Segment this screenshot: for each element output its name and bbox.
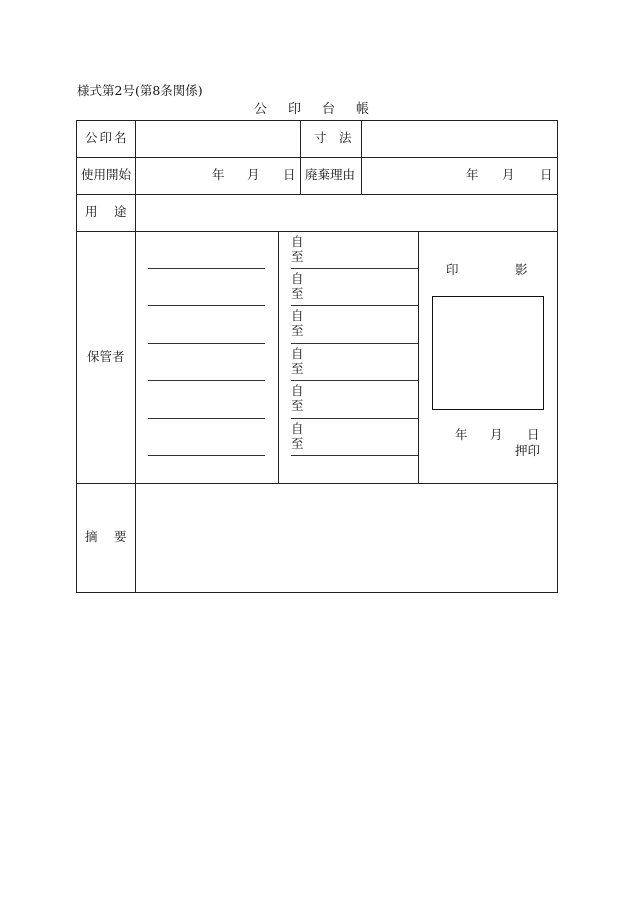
period-line	[291, 455, 418, 456]
custodian-name-line	[148, 455, 265, 456]
period-line	[291, 380, 418, 381]
period-from: 自	[291, 234, 304, 249]
imprint-month: 月	[490, 427, 503, 442]
custodian-name-line	[148, 343, 265, 344]
start-day: 日	[283, 167, 296, 182]
row-divider	[76, 231, 557, 232]
period-from: 自	[291, 383, 304, 398]
column-divider	[300, 120, 301, 194]
period-line	[291, 268, 418, 269]
custodian-name-line	[148, 268, 265, 269]
custodian-name-line	[148, 380, 265, 381]
usage-label-first: 用	[85, 204, 98, 219]
custodian-name-line	[148, 418, 265, 419]
period-line	[291, 343, 418, 344]
form-title: 公 印 台 帳	[254, 102, 374, 117]
form-number: 様式第2号(第8条関係)	[77, 83, 203, 98]
disposal-year: 年	[466, 167, 479, 182]
seal-imprint-box	[432, 296, 544, 410]
period-from: 自	[291, 346, 304, 361]
usage-label-second: 途	[114, 204, 127, 219]
size-label: 寸 法	[314, 130, 352, 145]
row-divider	[76, 157, 557, 158]
seal-pressed-label: 押印	[515, 443, 541, 458]
period-line	[291, 305, 418, 306]
column-divider	[418, 231, 419, 483]
summary-label-first: 摘	[85, 529, 98, 544]
period-to: 至	[291, 249, 304, 264]
custodian-name-line	[148, 305, 265, 306]
start-year: 年	[212, 167, 225, 182]
row-divider	[76, 194, 557, 195]
period-from: 自	[291, 271, 304, 286]
imprint-label-left: 印	[446, 262, 459, 277]
period-line	[291, 418, 418, 419]
column-divider	[361, 120, 362, 194]
period-to: 至	[291, 323, 304, 338]
period-to: 至	[291, 361, 304, 376]
start-month: 月	[247, 167, 260, 182]
start-label: 使用開始	[81, 167, 132, 182]
disposal-label: 廃棄理由	[305, 167, 356, 182]
custodian-label: 保管者	[87, 349, 125, 364]
period-to: 至	[291, 436, 304, 451]
imprint-label-right: 影	[515, 262, 528, 277]
imprint-year: 年	[455, 427, 468, 442]
column-divider	[278, 231, 279, 483]
seal-name-label: 公印名	[85, 130, 129, 145]
column-divider	[135, 120, 136, 592]
period-from: 自	[291, 421, 304, 436]
row-divider	[76, 483, 557, 484]
period-to: 至	[291, 398, 304, 413]
imprint-day: 日	[527, 427, 540, 442]
disposal-month: 月	[502, 167, 515, 182]
summary-label-second: 要	[114, 529, 127, 544]
period-from: 自	[291, 308, 304, 323]
period-to: 至	[291, 286, 304, 301]
disposal-day: 日	[540, 167, 553, 182]
